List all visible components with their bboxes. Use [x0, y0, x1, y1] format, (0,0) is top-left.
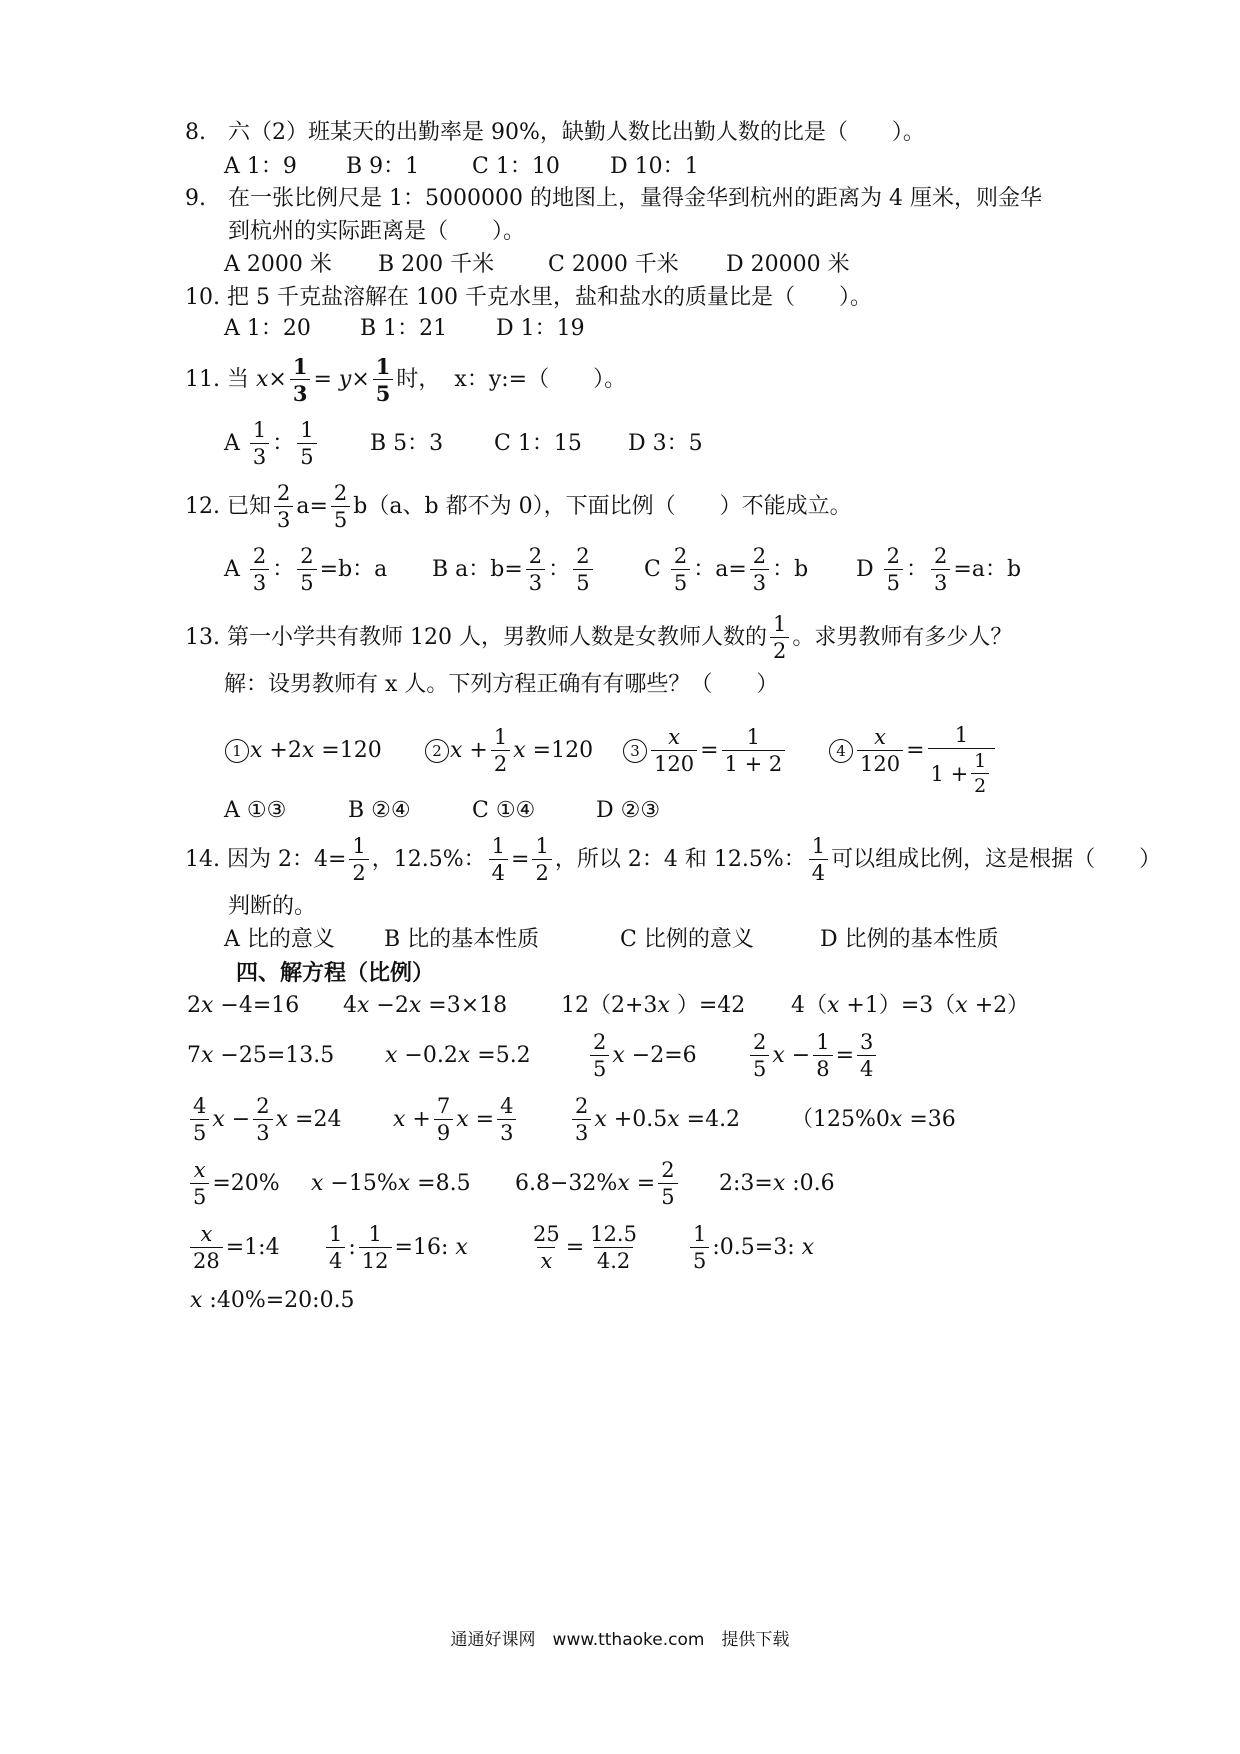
- option-a: A 1：9: [224, 154, 297, 179]
- option-b: B 9：1: [346, 154, 420, 179]
- question-12-options: [224, 540, 1074, 600]
- eq-r2-4: $\frac{2}{5}$ x − $\frac{1}{8}$ = $\frac{3}{4}$: [747, 1025, 879, 1087]
- option-c: C 比例的意义: [620, 927, 754, 952]
- eq-r2-3: $\frac{2}{5}$ x −2=6: [587, 1025, 697, 1087]
- eq-r5-2: $\frac{1}{4}$ : $\frac{1}{12}$ =16: x: [323, 1217, 468, 1279]
- eq-r4-4: 2:3= x :0.6: [719, 1171, 835, 1196]
- eq-r4-1: $\frac{x}{5}$ =20%: [187, 1153, 280, 1215]
- eq-r5-3: $\frac{25}{x}$ = $\frac{12.5}{4.2}$: [533, 1222, 637, 1273]
- option-c: C 1：10: [472, 154, 560, 179]
- option-d: D ②③: [596, 798, 661, 823]
- question-13-equations: [224, 706, 1074, 796]
- option-b: B 比的基本性质: [384, 927, 540, 952]
- equation-row-2: [187, 1025, 1187, 1087]
- equation-row-1: [187, 990, 1187, 1022]
- option-d: D 3：5: [628, 431, 703, 456]
- eq-r5-4: $\frac{1}{5}$ :0.5=3: x: [687, 1217, 814, 1279]
- eq-r2-2: x −0.2 x =5.2: [385, 1043, 531, 1068]
- equation-row-4: [187, 1153, 1187, 1215]
- question-11-equation: x× $\frac{1}{3}$ = y× $\frac{1}{5}$: [249, 356, 396, 404]
- question-13-line2-text: 解：设男教师有 x 人。下列方程正确有有哪些？（ ）: [224, 672, 779, 697]
- question-11-ask: x：y:=（ ）。: [454, 367, 627, 392]
- question-8-text: 8. 六（2）班某天的出勤率是 90%，缺勤人数比出勤人数的比是（ ）。: [185, 120, 925, 145]
- question-8-options: [224, 152, 924, 182]
- eq-r1-4: 4（ x +1）=3（ x +2）: [791, 993, 1030, 1018]
- question-10-text: 10. 把 5 千克盐溶解在 100 千克水里，盐和盐水的质量比是（ ）。: [185, 285, 872, 310]
- section-4-title: 四、解方程（比例）: [236, 960, 435, 986]
- question-8: [185, 118, 925, 148]
- question-9-options: [224, 250, 1024, 280]
- equation-row-3: [187, 1089, 1187, 1151]
- section-4-heading: [236, 958, 434, 988]
- question-9-line2: [228, 217, 525, 247]
- option-d: D 1：19: [496, 316, 585, 341]
- question-12: 12. 已知 $\frac{2}{3}$ a= $\frac{2}{5}$ b（a、b 都不为 0），下面比例（ ）不能成立。: [185, 481, 852, 532]
- page-footer: 通通好课网 www.tthaoke.com 提供下载: [450, 1630, 790, 1650]
- option-b: B ②④: [348, 798, 411, 823]
- question-13-line1a: 13. 第一小学共有教师 120 人，男教师人数是女教师人数的: [185, 625, 767, 650]
- option-d: D 比例的基本性质: [820, 927, 999, 952]
- question-11: [185, 350, 626, 410]
- option-a: A $\frac{2}{3}$ ： $\frac{2}{5}$ =b：a: [224, 544, 388, 595]
- option-d: D $\frac{2}{5}$ ： $\frac{2}{3}$ =a：b: [856, 544, 1022, 595]
- question-13: 13. 第一小学共有教师 120 人，男教师人数是女教师人数的 $\frac{1}{2}$ 。求男教师有多少人？: [185, 612, 1013, 663]
- option-d: D 10：1: [610, 154, 699, 179]
- eq-r6-1: x :40%=20:0.5: [190, 1288, 355, 1313]
- option-a: A 1：20: [224, 316, 311, 341]
- question-14-line2-text: 判断的。: [228, 894, 317, 919]
- eq-r2-1: 7 x −25=13.5: [187, 1043, 335, 1068]
- question-14-line2: [228, 892, 316, 922]
- question-11-number: 11. 当: [185, 367, 249, 392]
- equation-4: 4 $\frac{x}{120}$ = 1 1 + $\frac{1}{2}$: [828, 721, 998, 811]
- equation-row-5: [187, 1217, 1187, 1279]
- question-14-options: [224, 925, 1124, 955]
- question-12-number: 12. 已知: [185, 494, 271, 519]
- question-9-line1: 9. 在一张比例尺是 1：5000000 的地图上，量得金华到杭州的距离为 4 厘米，则金华: [185, 186, 1042, 211]
- option-a: A $\frac{1}{3}$ ： $\frac{1}{5}$: [224, 414, 320, 474]
- question-9: [185, 184, 1042, 214]
- option-a: A 比的意义: [224, 927, 335, 952]
- question-11-tail: 时，: [396, 367, 441, 392]
- eq-r4-3: 6.8−32% x = $\frac{2}{5}$: [515, 1153, 681, 1215]
- option-a: A ①③: [224, 798, 287, 823]
- question-13-line1b: 。求男教师有多少人？: [792, 625, 1013, 650]
- eq-r4-2: x −15% x =8.5: [311, 1171, 471, 1196]
- eq-r1-1: 2 x −4=16: [187, 993, 300, 1018]
- eq-r3-1: $\frac{4}{5}$ x − $\frac{2}{3}$ x =24: [187, 1089, 341, 1151]
- question-12-tail: b（a、b 都不为 0），下面比例（ ）不能成立。: [353, 494, 852, 519]
- question-14: [185, 830, 1161, 890]
- option-b: B 5：3: [370, 431, 444, 456]
- equation-row-6: [190, 1286, 355, 1316]
- eq-r1-3: 12（2+3 x ）=42: [561, 993, 746, 1018]
- question-11-options: [224, 414, 1024, 474]
- option-a: A 2000 米: [224, 252, 332, 277]
- eq-r3-2: x + $\frac{7}{9}$ x = $\frac{4}{3}$: [393, 1089, 519, 1151]
- question-9-line2-text: 到杭州的实际距离是（ ）。: [228, 219, 526, 244]
- equation-1: 1 x +2 x =120: [224, 721, 382, 781]
- eq-r3-4: （125%0 x =36: [791, 1107, 956, 1132]
- option-d: D 20000 米: [726, 252, 850, 277]
- question-10: [185, 283, 872, 313]
- eq-r1-2: 4 x −2 x =3×18: [343, 993, 508, 1018]
- option-c: C ①④: [472, 798, 536, 823]
- question-13-line2: [224, 670, 778, 700]
- question-12-a: a=: [296, 494, 328, 519]
- equation-2: 2 x + $\frac{1}{2}$ x =120: [424, 721, 593, 781]
- option-c: C 2000 千米: [548, 252, 679, 277]
- equation-3: 3 $\frac{x}{120}$ = $\frac{1}{1 + 2}$: [622, 721, 788, 781]
- question-10-options: [224, 314, 924, 344]
- option-b: B 200 千米: [378, 252, 495, 277]
- eq-r3-3: $\frac{2}{3}$ x +0.5 x =4.2: [569, 1089, 740, 1151]
- question-13-options: [224, 796, 924, 826]
- question-14-line1: 14. 因为 2：4= $\frac{1}{2}$ ，12.5%： $\frac{1}{4}$ = $\frac{1}{2}$ ，所以 2：4 和 12.5%： $\frac{1}{4}$ 可以组成比例，这是根据（ ）: [185, 834, 1162, 885]
- option-c: C 1：15: [494, 431, 582, 456]
- eq-r5-1: $\frac{x}{28}$ =1:4: [187, 1217, 280, 1279]
- option-c: C $\frac{2}{5}$ ：a= $\frac{2}{3}$ ：b: [644, 544, 809, 595]
- option-b: B a：b= $\frac{2}{3}$ ： $\frac{2}{5}$: [432, 540, 596, 600]
- option-b: B 1：21: [360, 316, 448, 341]
